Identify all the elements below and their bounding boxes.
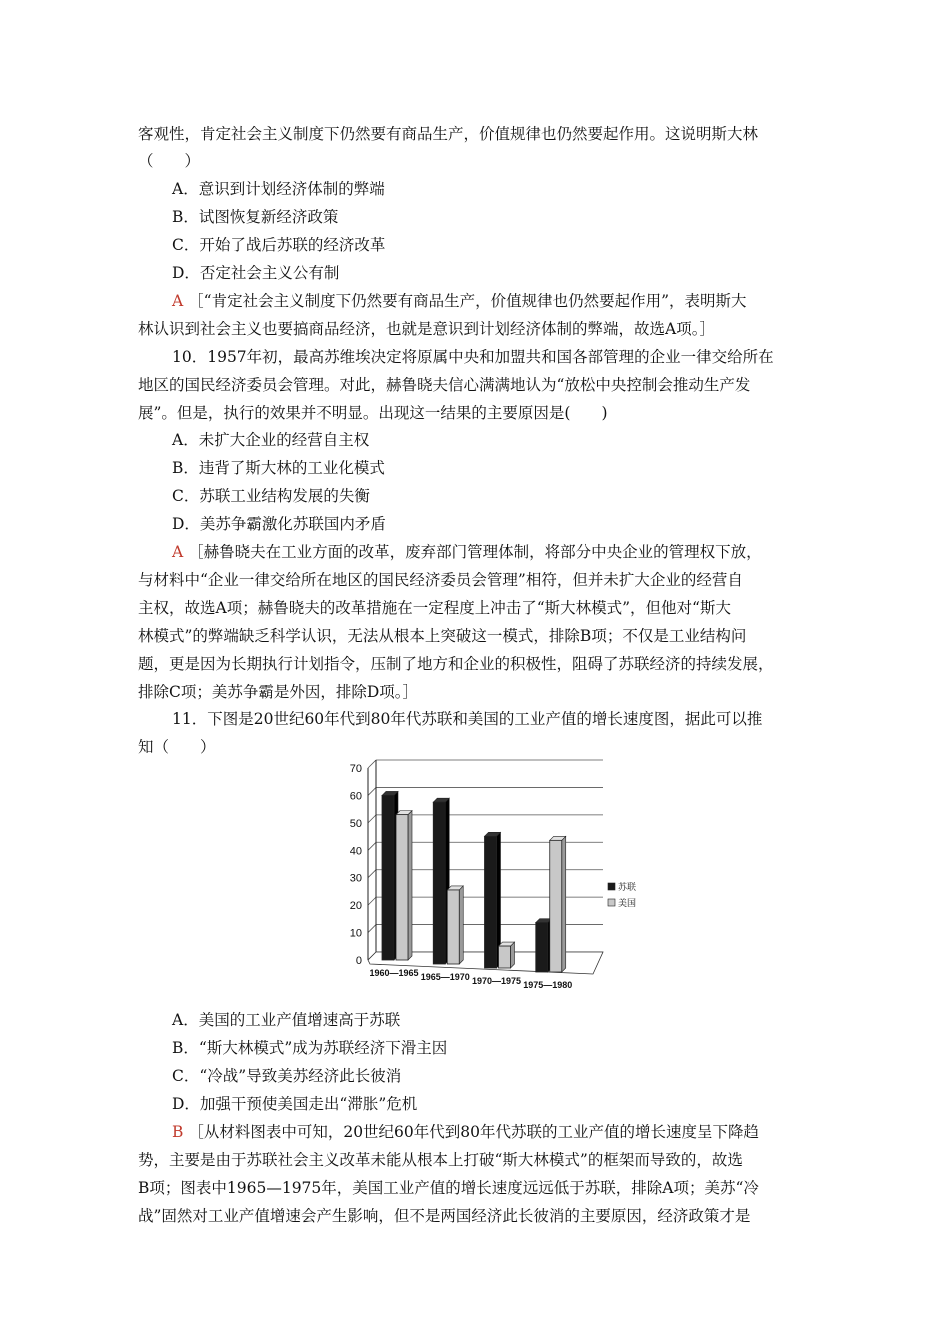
q9-explanation-line-2: 林认识到社会主义也要搞商品经济，也就是意识到计划经济体制的弊端，故选A项。］ bbox=[138, 320, 715, 338]
x-tick-label: 1960—1965 bbox=[369, 968, 419, 978]
q11-explanation-line-4: 战”固然对工业产值增速会产生影响，但不是两国经济此长彼消的主要原因，经济政策才是 bbox=[138, 1207, 751, 1225]
q9-option-b: B．试图恢复新经济政策 bbox=[172, 208, 339, 226]
q11-option-d: D．加强干预使美国走出“滞胀”危机 bbox=[172, 1095, 418, 1113]
q11-stem-line-1: 11．下图是20世纪60年代到80年代苏联和美国的工业产值的增长速度图，据此可以推 bbox=[172, 710, 763, 728]
q10-option-a: A．未扩大企业的经营自主权 bbox=[172, 431, 370, 449]
q10-stem-line-1: 10．1957年初，最高苏维埃决定将原属中央和加盟共和国各部管理的企业一律交给所在 bbox=[172, 348, 774, 366]
q10-option-b: B．违背了斯大林的工业化模式 bbox=[172, 459, 385, 477]
bar-苏联-1960—1965 bbox=[382, 795, 394, 960]
legend-label: 美国 bbox=[618, 898, 637, 908]
q9-option-d: D．否定社会主义公有制 bbox=[172, 264, 340, 282]
q10-option-d: D．美苏争霸激化苏联国内矛盾 bbox=[172, 515, 386, 533]
q10-stem-line-2: 地区的国民经济委员会管理。对此，赫鲁晓夫信心满满地认为“放松中央控制会推动生产发 bbox=[138, 376, 751, 394]
y-tick-label: 70 bbox=[349, 763, 362, 775]
bar-美国-1960—1965 bbox=[396, 815, 408, 960]
q11-explanation-line-2: 势，主要是由于苏联社会主义改革未能从根本上打破“斯大林模式”的框架而导致的，故选 bbox=[138, 1151, 743, 1169]
growth-bar-chart bbox=[338, 760, 637, 1005]
y-tick-label: 20 bbox=[349, 900, 362, 913]
q10-explanation-line-5: 题，更是因为长期执行计划指令，压制了地方和企业的积极性，阻碍了苏联经济的持续发展， bbox=[138, 655, 774, 673]
q9-option-a: A．意识到计划经济体制的弊端 bbox=[172, 180, 385, 198]
y-tick-label: 10 bbox=[349, 927, 362, 940]
bar-side bbox=[511, 942, 515, 968]
q11-option-a: A．美国的工业产值增速高于苏联 bbox=[172, 1011, 401, 1029]
bar-苏联-1965—1970 bbox=[433, 802, 445, 964]
q10-stem-line-3: 展”。但是，执行的效果并不明显。出现这一结果的主要原因是( ) bbox=[138, 404, 608, 422]
q9-explanation-line-1 bbox=[172, 291, 747, 311]
q10-explanation-text: ［赫鲁晓夫在工业方面的改革，废弃部门管理体制，将部分中央企业的管理权下放， bbox=[188, 543, 762, 561]
x-tick-label: 1975—1980 bbox=[523, 980, 573, 990]
y-tick-label: 30 bbox=[349, 872, 362, 885]
q11-option-c: C．“冷战”导致美苏经济此长彼消 bbox=[172, 1067, 402, 1085]
gridline-depth bbox=[368, 842, 376, 850]
q11-explanation-line-3: B项；图表中1965—1975年，美国工业产值的增长速度远远低于苏联，排除A项；美苏“冷 bbox=[138, 1179, 759, 1197]
gridline-depth bbox=[368, 787, 376, 795]
q11-option-b: B．“斯大林模式”成为苏联经济下滑主因 bbox=[172, 1039, 448, 1057]
q10-option-c: C．苏联工业结构发展的失衡 bbox=[172, 487, 370, 505]
q9-explanation-text: ［“肯定社会主义制度下仍然要有商品生产，价值规律也仍然要起作用”，表明斯大 bbox=[188, 292, 747, 310]
chart-bars bbox=[382, 791, 566, 972]
chart-y-axis bbox=[350, 763, 362, 967]
gridline-depth bbox=[368, 760, 376, 768]
y-tick-label: 40 bbox=[349, 845, 362, 858]
gridline-depth bbox=[368, 815, 376, 823]
bar-苏联-1970—1975 bbox=[485, 836, 497, 968]
bar-美国-1965—1970 bbox=[447, 890, 459, 964]
q10-explanation-line-3: 主权，故选A项；赫鲁晓夫的改革措施在一定程度上冲击了“斯大林模式”，但他对“斯大 bbox=[138, 599, 731, 617]
q9-stem-line-2: （ ） bbox=[138, 152, 201, 170]
gridline-depth bbox=[368, 897, 376, 905]
y-tick-label: 60 bbox=[349, 790, 362, 803]
q9-answer: A bbox=[172, 292, 184, 310]
bar-side bbox=[459, 886, 463, 964]
q10-explanation-line-1 bbox=[172, 542, 762, 562]
q10-explanation-line-2: 与材料中“企业一律交给所在地区的国民经济委员会管理”相符，但并未扩大企业的经营自 bbox=[138, 571, 743, 589]
x-tick-label: 1970—1975 bbox=[471, 976, 522, 986]
bar-side bbox=[408, 811, 412, 960]
legend-swatch bbox=[608, 883, 615, 890]
q11-explanation-line-1 bbox=[172, 1122, 759, 1142]
bar-美国-1970—1975 bbox=[499, 946, 511, 968]
x-tick-label: 1965—1970 bbox=[420, 972, 470, 982]
y-tick-label: 0 bbox=[355, 955, 362, 967]
gridline-depth bbox=[368, 870, 376, 878]
gridline-depth bbox=[368, 925, 376, 933]
bar-苏联-1975—1980 bbox=[536, 923, 548, 972]
q11-explanation-text: ［从材料图表中可知，20世纪60年代到80年代苏联的工业产值的增长速度呈下降趋 bbox=[188, 1123, 760, 1141]
q11-stem-line-2: 知（ ） bbox=[138, 738, 216, 756]
q10-explanation-line-6: 排除C项；美苏争霸是外因，排除D项。］ bbox=[138, 683, 419, 701]
q9-stem-line-1: 客观性，肯定社会主义制度下仍然要有商品生产，价值规律也仍然要起作用。这说明斯大林 bbox=[138, 125, 759, 143]
bar-美国-1975—1980 bbox=[550, 840, 562, 972]
bar-side bbox=[562, 836, 566, 972]
y-tick-label: 50 bbox=[349, 817, 362, 830]
q9-option-c: C．开始了战后苏联的经济改革 bbox=[172, 236, 386, 254]
q10-explanation-line-4: 林模式”的弊端缺乏科学认识，无法从根本上突破这一模式，排除B项；不仅是工业结构问 bbox=[138, 627, 747, 645]
legend-swatch bbox=[608, 899, 615, 906]
legend-label: 苏联 bbox=[618, 882, 637, 892]
q10-answer: A bbox=[172, 543, 184, 561]
q11-answer: B bbox=[172, 1123, 184, 1141]
chart-legend bbox=[608, 881, 636, 908]
